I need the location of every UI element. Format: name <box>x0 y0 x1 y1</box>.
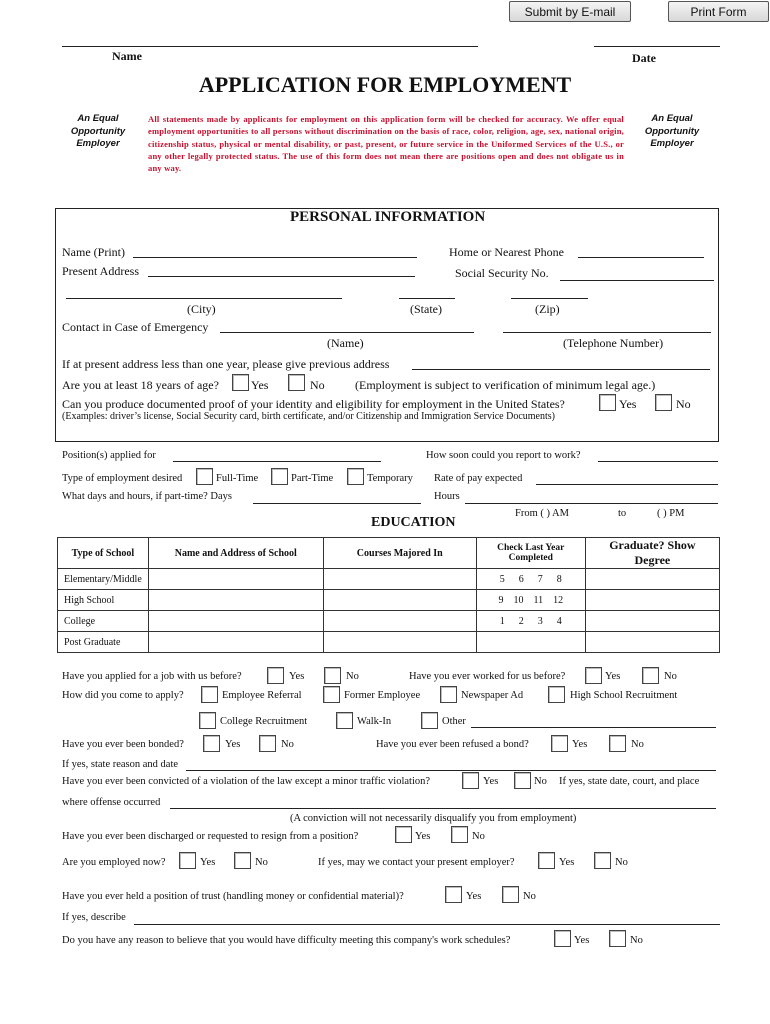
refused-bond-no-label: No <box>631 739 644 750</box>
hs-recruitment-checkbox[interactable] <box>548 686 565 703</box>
col-graduate: Graduate? Show Degree <box>585 538 719 569</box>
age-yes-checkbox[interactable] <box>232 374 249 391</box>
date-label: Date <box>632 51 656 65</box>
convicted-question: Have you ever been convicted of a violation of the law except a minor traffic violation? <box>62 776 431 787</box>
how-apply-question: How did you come to apply? <box>62 690 184 701</box>
degree-cell[interactable] <box>585 590 719 611</box>
zip-label: (Zip) <box>535 302 560 316</box>
home-phone-label: Home or Nearest Phone <box>449 245 564 259</box>
school-type: Post Graduate <box>58 632 149 653</box>
year-cell[interactable] <box>476 569 585 590</box>
state-field[interactable] <box>399 298 455 299</box>
submit-email-button[interactable]: Submit by E-mail <box>509 1 631 22</box>
year-cell[interactable] <box>476 611 585 632</box>
year-cell[interactable] <box>476 632 585 653</box>
bonded-yes-label: Yes <box>225 739 241 750</box>
other-field[interactable] <box>471 727 716 728</box>
courses-cell[interactable] <box>323 632 476 653</box>
describe-label: If yes, describe <box>62 912 126 923</box>
age-note: (Employment is subject to verification of minimum legal age.) <box>355 378 656 392</box>
discharged-no-checkbox[interactable] <box>451 826 468 843</box>
home-phone-field[interactable] <box>578 257 704 258</box>
proof-yes-label: Yes <box>619 397 637 411</box>
proof-question: Can you produce documented proof of your identity and eligibility for employment in the United States? <box>62 397 565 411</box>
employment-type-label: Type of employment desired <box>62 473 183 484</box>
newspaper-ad-checkbox[interactable] <box>440 686 457 703</box>
college-recruitment-label: College Recruitment <box>220 716 308 727</box>
employed-now-yes-label: Yes <box>200 857 216 868</box>
age-yes-label: Yes <box>251 378 269 392</box>
table-row <box>58 611 720 632</box>
other-checkbox[interactable] <box>421 712 438 729</box>
year-cell[interactable] <box>476 590 585 611</box>
walk-in-label: Walk-In <box>357 716 392 727</box>
temporary-label: Temporary <box>367 473 413 484</box>
school-name-cell[interactable] <box>148 590 323 611</box>
eoe-left: An Equal Opportunity Employer <box>70 113 126 149</box>
proof-examples: (Examples: driver’s license, Social Security card, birth certificate, and/or Citizenship and Immigration Service Documents) <box>62 411 555 422</box>
year-option: 3 <box>537 615 543 627</box>
applied-before-yes-label: Yes <box>289 671 305 682</box>
name-print-label: Name (Print) <box>62 245 125 259</box>
emergency-phone-field[interactable] <box>503 332 711 333</box>
schedules-question: Do you have any reason to believe that you would have difficulty meeting this company's work schedules? <box>62 935 511 946</box>
personal-info-title: PERSONAL INFORMATION <box>290 209 486 225</box>
position-trust-no-label: No <box>523 891 536 902</box>
table-row <box>58 632 720 653</box>
year-option: 1 <box>499 615 505 627</box>
convicted-no-label: No <box>534 776 547 787</box>
age-no-label: No <box>310 378 325 392</box>
proof-yes-checkbox[interactable] <box>599 394 616 411</box>
pay-rate-label: Rate of pay expected <box>434 473 523 484</box>
print-form-button[interactable]: Print Form <box>668 1 769 22</box>
part-time-checkbox[interactable] <box>271 468 288 485</box>
worked-before-no-label: No <box>664 671 677 682</box>
discharged-question: Have you ever been discharged or requested to resign from a position? <box>62 831 359 842</box>
table-row <box>58 569 720 590</box>
age-no-checkbox[interactable] <box>288 374 305 391</box>
newspaper-ad-label: Newspaper Ad <box>461 690 524 701</box>
hours-field[interactable] <box>465 503 718 504</box>
report-field[interactable] <box>598 461 718 462</box>
convicted-yes-label: Yes <box>483 776 499 787</box>
year-option: 8 <box>556 573 562 585</box>
discharged-yes-checkbox[interactable] <box>395 826 412 843</box>
previous-address-label: If at present address less than one year, please give previous address <box>62 357 390 371</box>
emergency-name-field[interactable] <box>220 332 474 333</box>
where-offense-label: where offense occurred <box>62 797 161 808</box>
year-option: 7 <box>537 573 543 585</box>
other-label: Other <box>442 716 466 727</box>
refused-bond-question: Have you ever been refused a bond? <box>376 739 529 750</box>
position-trust-yes-checkbox[interactable] <box>445 886 462 903</box>
college-recruitment-checkbox[interactable] <box>199 712 216 729</box>
degree-cell[interactable] <box>585 611 719 632</box>
year-option: 9 <box>498 594 504 606</box>
bonded-yes-checkbox[interactable] <box>203 735 220 752</box>
refused-bond-yes-checkbox[interactable] <box>551 735 568 752</box>
discharged-yes-label: Yes <box>415 831 431 842</box>
position-trust-question: Have you ever held a position of trust (handling money or confidential material)? <box>62 891 404 902</box>
previous-address-field[interactable] <box>412 369 710 370</box>
eeo-statement: All statements made by applicants for employment on this application form will be checked for accuracy. We offer equal employment opportunities to all persons without discrimination on the basis of race, color, religion, age, sex, national origin, citizenship status, physical or mental disability, or past, present, or future service in the Uniformed Services of the U.S., or any other legally protected status. The use of this form does not mean there are positions open and does not obligate us in any way. <box>148 114 624 174</box>
pay-rate-field[interactable] <box>536 484 718 485</box>
emergency-name-sub: (Name) <box>327 336 364 350</box>
former-employee-label: Former Employee <box>344 690 421 701</box>
full-time-checkbox[interactable] <box>196 468 213 485</box>
degree-cell[interactable] <box>585 632 719 653</box>
bonded-question: Have you ever been bonded? <box>62 739 184 750</box>
city-label: (City) <box>187 302 216 316</box>
bonded-no-checkbox[interactable] <box>259 735 276 752</box>
employee-referral-checkbox[interactable] <box>201 686 218 703</box>
days-hours-label: What days and hours, if part-time? Days <box>62 491 232 502</box>
emergency-label: Contact in Case of Emergency <box>62 320 209 334</box>
hours-label: Hours <box>434 491 460 502</box>
courses-cell[interactable] <box>323 590 476 611</box>
contact-employer-no-label: No <box>615 857 628 868</box>
schedules-no-label: No <box>630 935 643 946</box>
walk-in-checkbox[interactable] <box>336 712 353 729</box>
education-table <box>57 537 720 653</box>
year-option: 11 <box>533 594 544 606</box>
emergency-phone-sub: (Telephone Number) <box>563 336 664 350</box>
year-option: 4 <box>556 615 562 627</box>
city-field[interactable] <box>66 298 342 299</box>
part-time-label: Part-Time <box>291 473 334 484</box>
to-label: to <box>618 508 627 519</box>
state-reason-field[interactable] <box>186 770 716 771</box>
employed-now-no-label: No <box>255 857 268 868</box>
courses-cell[interactable] <box>323 611 476 632</box>
from-am-label: From ( ) AM <box>515 508 569 519</box>
temporary-checkbox[interactable] <box>347 468 364 485</box>
col-type-of-school: Type of School <box>58 538 149 569</box>
education-title: EDUCATION <box>371 515 456 530</box>
employed-now-no-checkbox[interactable] <box>234 852 251 869</box>
bonded-no-label: No <box>281 739 294 750</box>
schedules-yes-label: Yes <box>574 935 590 946</box>
state-reason-label: If yes, state reason and date <box>62 759 179 770</box>
employed-now-question: Are you employed now? <box>62 857 166 868</box>
position-trust-no-checkbox[interactable] <box>502 886 519 903</box>
state-label: (State) <box>410 302 442 316</box>
schedules-yes-checkbox[interactable] <box>554 930 571 947</box>
courses-cell[interactable] <box>323 569 476 590</box>
position-field[interactable] <box>173 461 381 462</box>
table-row <box>58 590 720 611</box>
employee-referral-label: Employee Referral <box>222 690 302 701</box>
employed-now-yes-checkbox[interactable] <box>179 852 196 869</box>
eoe-right: An Equal Opportunity Employer <box>644 113 700 149</box>
refused-bond-no-checkbox[interactable] <box>609 735 626 752</box>
applied-before-question: Have you applied for a job with us before? <box>62 671 242 682</box>
ssn-field[interactable] <box>560 280 714 281</box>
worked-before-yes-label: Yes <box>605 671 621 682</box>
to-pm-label: ( ) PM <box>657 508 685 519</box>
report-label: How soon could you report to work? <box>426 450 581 461</box>
school-type: Elementary/Middle <box>58 569 149 590</box>
contact-employer-no-checkbox[interactable] <box>594 852 611 869</box>
page-title: APPLICATION FOR EMPLOYMENT <box>198 72 572 97</box>
col-last-year: Check Last Year Completed <box>476 538 585 569</box>
days-field[interactable] <box>253 503 421 504</box>
school-name-cell[interactable] <box>148 611 323 632</box>
school-name-cell[interactable] <box>148 632 323 653</box>
hs-recruitment-label: High School Recruitment <box>570 690 678 701</box>
applied-before-yes-checkbox[interactable] <box>267 667 284 684</box>
col-name-address: Name and Address of School <box>148 538 323 569</box>
year-option: 12 <box>553 594 564 606</box>
name-label: Name <box>112 49 142 63</box>
name-field[interactable] <box>62 46 478 47</box>
contact-employer-question: If yes, may we contact your present employer? <box>318 857 515 868</box>
age-question: Are you at least 18 years of age? <box>62 378 219 392</box>
if-yes-state-label: If yes, state date, court, and place <box>559 776 700 787</box>
school-name-cell[interactable] <box>148 569 323 590</box>
year-option: 6 <box>518 573 524 585</box>
discharged-no-label: No <box>472 831 485 842</box>
position-label: Position(s) applied for <box>62 450 156 461</box>
applied-before-no-label: No <box>346 671 359 682</box>
full-time-label: Full-Time <box>216 473 259 484</box>
date-field[interactable] <box>594 46 720 47</box>
school-type: High School <box>58 590 149 611</box>
ssn-label: Social Security No. <box>455 266 549 280</box>
year-option: 10 <box>513 594 524 606</box>
col-courses: Courses Majored In <box>323 538 476 569</box>
worked-before-yes-checkbox[interactable] <box>585 667 602 684</box>
where-offense-field[interactable] <box>170 808 716 809</box>
schedules-no-checkbox[interactable] <box>609 930 626 947</box>
year-option: 5 <box>499 573 505 585</box>
applied-before-no-checkbox[interactable] <box>324 667 341 684</box>
convicted-yes-checkbox[interactable] <box>462 772 479 789</box>
present-address-field[interactable] <box>148 276 415 277</box>
position-trust-yes-label: Yes <box>466 891 482 902</box>
school-type: College <box>58 611 149 632</box>
refused-bond-yes-label: Yes <box>572 739 588 750</box>
zip-field[interactable] <box>511 298 588 299</box>
proof-no-label: No <box>676 397 691 411</box>
present-address-label: Present Address <box>62 264 139 278</box>
name-print-field[interactable] <box>133 257 417 258</box>
degree-cell[interactable] <box>585 569 719 590</box>
year-option: 2 <box>518 615 524 627</box>
contact-employer-yes-label: Yes <box>559 857 575 868</box>
worked-before-no-checkbox[interactable] <box>642 667 659 684</box>
convicted-no-checkbox[interactable] <box>514 772 531 789</box>
conviction-note: (A conviction will not necessarily disqualify you from employment) <box>290 813 577 824</box>
proof-no-checkbox[interactable] <box>655 394 672 411</box>
describe-field[interactable] <box>134 924 720 925</box>
contact-employer-yes-checkbox[interactable] <box>538 852 555 869</box>
former-employee-checkbox[interactable] <box>323 686 340 703</box>
worked-before-question: Have you ever worked for us before? <box>409 671 566 682</box>
